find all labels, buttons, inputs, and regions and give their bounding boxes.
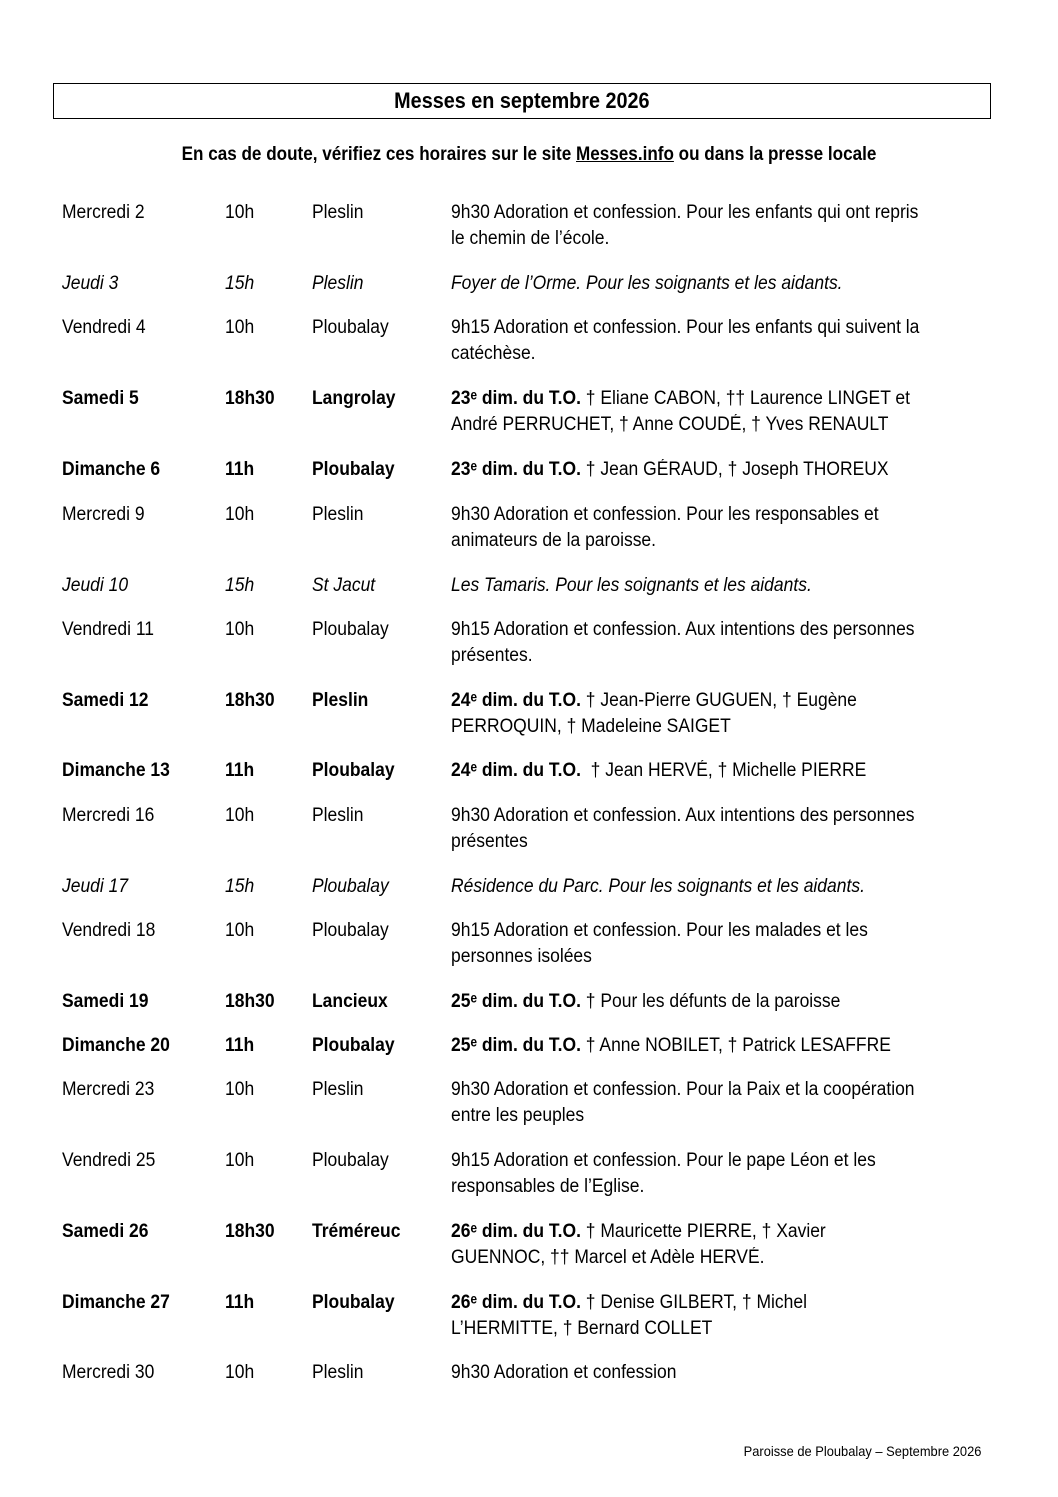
row-day: Dimanche 20	[62, 1035, 170, 1056]
description-text: le chemin de l’école.	[451, 228, 610, 249]
row-description	[451, 874, 971, 900]
row-place: Ploubalay	[312, 876, 389, 897]
description-line	[451, 989, 929, 1015]
row-place: St Jacut	[312, 575, 376, 596]
description-line	[451, 412, 929, 438]
description-line	[451, 1033, 929, 1059]
row-time: 15h	[225, 876, 255, 897]
row-day: Dimanche 13	[62, 760, 170, 781]
row-day-cell	[62, 200, 152, 226]
liturgical-day: 26ᵉ dim. du T.O.	[451, 1221, 581, 1242]
row-place-cell	[312, 874, 395, 900]
row-place-cell	[312, 386, 403, 412]
row-time-cell	[225, 989, 279, 1015]
description-line	[451, 714, 929, 740]
row-description	[451, 271, 971, 297]
description-line	[451, 874, 929, 900]
row-time-cell	[225, 315, 257, 341]
row-description	[451, 502, 971, 554]
row-time-cell	[225, 200, 257, 226]
description-text: Résidence du Parc. Pour les soignants et les aidants.	[451, 876, 865, 897]
row-place-cell	[312, 573, 381, 599]
row-place-cell	[312, 1077, 368, 1103]
row-description	[451, 386, 971, 438]
row-place: Ploubalay	[312, 1150, 389, 1171]
row-description	[451, 1077, 971, 1129]
row-time: 10h	[225, 805, 255, 826]
row-time: 18h30	[225, 1221, 275, 1242]
description-line	[451, 1148, 929, 1174]
title-box	[53, 83, 991, 119]
row-time-cell	[225, 1148, 257, 1174]
row-place: Pleslin	[312, 805, 364, 826]
row-time-cell	[225, 1290, 257, 1316]
description-text: André PERRUCHET, † Anne COUDÉ, † Yves RENAULT	[451, 414, 889, 435]
description-text: 9h15 Adoration et confession. Pour les enfants qui suivent la	[451, 317, 920, 338]
row-day: Samedi 5	[62, 388, 139, 409]
description-text: PERROQUIN, † Madeleine SAIGET	[451, 716, 731, 737]
row-time-cell	[225, 1219, 279, 1245]
row-description	[451, 758, 971, 784]
subtitle-after: ou dans la presse locale	[673, 144, 877, 165]
description-line	[451, 918, 929, 944]
row-place: Lancieux	[312, 991, 388, 1012]
liturgical-day: 24ᵉ dim. du T.O.	[451, 760, 581, 781]
row-time: 18h30	[225, 991, 275, 1012]
row-description	[451, 315, 971, 367]
row-day: Mercredi 16	[62, 805, 155, 826]
row-time: 11h	[225, 760, 255, 781]
description-text: présentes.	[451, 645, 533, 666]
row-day-cell	[62, 1148, 163, 1174]
row-day-cell	[62, 457, 169, 483]
description-text: † Mauricette PIERRE, † Xavier	[580, 1221, 826, 1242]
row-day: Dimanche 6	[62, 459, 161, 480]
liturgical-day: 25ᵉ dim. du T.O.	[451, 1035, 581, 1056]
row-place-cell	[312, 200, 368, 226]
description-text: 9h30 Adoration et confession. Pour les responsables et	[451, 504, 879, 525]
row-day-cell	[62, 502, 152, 528]
row-place: Ploubalay	[312, 760, 395, 781]
row-place: Pleslin	[312, 273, 364, 294]
row-time-cell	[225, 386, 279, 412]
row-time-cell	[225, 688, 279, 714]
row-day-cell	[62, 758, 179, 784]
description-line	[451, 315, 929, 341]
row-place-cell	[312, 1360, 368, 1386]
row-description	[451, 1148, 971, 1200]
description-line	[451, 829, 929, 855]
description-line	[451, 457, 929, 483]
description-text: 9h30 Adoration et confession. Pour les enfants qui ont repris	[451, 202, 919, 223]
row-place-cell	[312, 989, 394, 1015]
row-place: Pleslin	[312, 1362, 364, 1383]
description-text: responsables de l’Eglise.	[451, 1176, 645, 1197]
row-place-cell	[312, 803, 368, 829]
row-time-cell	[225, 1360, 257, 1386]
row-description	[451, 1033, 971, 1059]
row-time: 10h	[225, 920, 255, 941]
description-line	[451, 1360, 929, 1386]
row-time: 18h30	[225, 388, 275, 409]
row-description	[451, 803, 971, 855]
row-place-cell	[312, 457, 402, 483]
description-text: GUENNOC, †† Marcel et Adèle HERVÉ.	[451, 1247, 765, 1268]
liturgical-day: 26ᵉ dim. du T.O.	[451, 1292, 581, 1313]
row-day-cell	[62, 803, 162, 829]
description-line	[451, 573, 929, 599]
description-text: catéchèse.	[451, 343, 536, 364]
row-day: Mercredi 23	[62, 1079, 155, 1100]
liturgical-day: 23ᵉ dim. du T.O.	[451, 459, 581, 480]
row-time: 10h	[225, 202, 255, 223]
description-line	[451, 944, 929, 970]
description-text: animateurs de la paroisse.	[451, 530, 657, 551]
row-place: Ploubalay	[312, 1292, 395, 1313]
row-time: 11h	[225, 1292, 255, 1313]
row-day-cell	[62, 1360, 162, 1386]
description-text: 9h15 Adoration et confession. Pour les malades et les	[451, 920, 868, 941]
row-day: Samedi 12	[62, 690, 149, 711]
row-time: 10h	[225, 504, 255, 525]
row-place: Ploubalay	[312, 1035, 395, 1056]
row-place: Ploubalay	[312, 459, 395, 480]
row-place-cell	[312, 758, 402, 784]
description-text: entre les peuples	[451, 1105, 585, 1126]
description-text: † Jean GÉRAUD, † Joseph THOREUX	[580, 459, 889, 480]
row-day: Dimanche 27	[62, 1292, 170, 1313]
row-time-cell	[225, 457, 257, 483]
description-line	[451, 758, 929, 784]
row-description	[451, 617, 971, 669]
row-time: 15h	[225, 273, 255, 294]
row-place: Pleslin	[312, 1079, 364, 1100]
row-place-cell	[312, 1033, 402, 1059]
description-line	[451, 1103, 929, 1129]
description-line	[451, 1316, 929, 1342]
row-place-cell	[312, 315, 395, 341]
description-text: † Jean-Pierre GUGUEN, † Eugène	[580, 690, 857, 711]
subtitle-before: En cas de doute, vérifiez ces horaires sur le site	[181, 144, 577, 165]
row-place: Pleslin	[312, 690, 369, 711]
row-place: Langrolay	[312, 388, 396, 409]
row-place: Pleslin	[312, 504, 364, 525]
row-place: Ploubalay	[312, 317, 389, 338]
description-line	[451, 643, 929, 669]
subtitle	[0, 144, 1058, 166]
row-day: Mercredi 2	[62, 202, 145, 223]
row-time: 10h	[225, 1079, 255, 1100]
row-day-cell	[62, 271, 123, 297]
row-place-cell	[312, 271, 368, 297]
description-line	[451, 271, 929, 297]
description-line	[451, 1290, 929, 1316]
row-time-cell	[225, 803, 257, 829]
row-place: Ploubalay	[312, 920, 389, 941]
description-line	[451, 1219, 929, 1245]
row-day: Mercredi 30	[62, 1362, 155, 1383]
description-line	[451, 226, 929, 252]
description-line	[451, 386, 929, 412]
description-line	[451, 617, 929, 643]
row-day-cell	[62, 1077, 162, 1103]
description-line	[451, 200, 929, 226]
description-line	[451, 803, 929, 829]
row-day-cell	[62, 1033, 179, 1059]
row-place: Pleslin	[312, 202, 364, 223]
row-time: 11h	[225, 1035, 255, 1056]
row-day-cell	[62, 874, 134, 900]
row-time-cell	[225, 1033, 257, 1059]
row-day-cell	[62, 688, 156, 714]
description-text: 9h15 Adoration et confession. Aux intentions des personnes	[451, 619, 915, 640]
page-footer	[723, 1443, 981, 1459]
row-day: Jeudi 17	[62, 876, 129, 897]
row-day-cell	[62, 1290, 179, 1316]
row-time-cell	[225, 502, 257, 528]
description-text: 9h30 Adoration et confession	[451, 1362, 677, 1383]
row-time: 10h	[225, 1150, 255, 1171]
row-time: 15h	[225, 575, 255, 596]
messes-info-link[interactable]: Messes.info	[576, 144, 674, 165]
row-day: Samedi 19	[62, 991, 149, 1012]
row-description	[451, 989, 971, 1015]
row-day-cell	[62, 617, 162, 643]
row-day: Mercredi 9	[62, 504, 145, 525]
row-time-cell	[225, 1077, 257, 1103]
row-place-cell	[312, 1148, 395, 1174]
row-time-cell	[225, 271, 257, 297]
row-place: Tréméreuc	[312, 1221, 401, 1242]
description-line	[451, 528, 929, 554]
row-time: 10h	[225, 1362, 255, 1383]
row-day-cell	[62, 1219, 156, 1245]
description-line	[451, 341, 929, 367]
description-line	[451, 1077, 929, 1103]
row-place-cell	[312, 688, 373, 714]
description-text: L’HERMITTE, † Bernard COLLET	[451, 1318, 713, 1339]
row-description	[451, 457, 971, 483]
row-time-cell	[225, 758, 257, 784]
subtitle-line	[182, 144, 877, 166]
description-text: † Denise GILBERT, † Michel	[580, 1292, 807, 1313]
liturgical-day: 24ᵉ dim. du T.O.	[451, 690, 581, 711]
row-place-cell	[312, 1219, 408, 1245]
description-text: 9h15 Adoration et confession. Pour le pape Léon et les	[451, 1150, 876, 1171]
row-day-cell	[62, 989, 156, 1015]
description-text: personnes isolées	[451, 946, 592, 967]
liturgical-day: 23ᵉ dim. du T.O.	[451, 388, 581, 409]
row-day-cell	[62, 386, 145, 412]
row-day: Samedi 26	[62, 1221, 149, 1242]
row-description	[451, 573, 971, 599]
row-time: 10h	[225, 317, 255, 338]
row-day: Vendredi 18	[62, 920, 156, 941]
description-text: † Anne NOBILET, † Patrick LESAFFRE	[580, 1035, 891, 1056]
row-description	[451, 200, 971, 252]
row-time-cell	[225, 874, 257, 900]
description-line	[451, 502, 929, 528]
description-text: † Jean HERVÉ, † Michelle PIERRE	[580, 760, 867, 781]
description-line	[451, 1174, 929, 1200]
row-time-cell	[225, 617, 257, 643]
description-text: † Pour les défunts de la paroisse	[580, 991, 841, 1012]
description-line	[451, 1245, 929, 1271]
row-day: Vendredi 11	[62, 619, 155, 640]
row-place-cell	[312, 1290, 402, 1316]
row-time-cell	[225, 573, 257, 599]
row-description	[451, 1219, 971, 1271]
row-day-cell	[62, 573, 134, 599]
row-day-cell	[62, 918, 163, 944]
row-day-cell	[62, 315, 153, 341]
description-line	[451, 688, 929, 714]
row-description	[451, 688, 971, 740]
row-time: 10h	[225, 619, 255, 640]
row-day: Vendredi 4	[62, 317, 146, 338]
description-text: Les Tamaris. Pour les soignants et les aidants.	[451, 575, 812, 596]
row-description	[451, 1290, 971, 1342]
description-text: † Eliane CABON, †† Laurence LINGET et	[580, 388, 910, 409]
description-text: présentes	[451, 831, 528, 852]
row-place-cell	[312, 502, 368, 528]
row-place-cell	[312, 617, 395, 643]
row-time: 11h	[225, 459, 255, 480]
row-day: Jeudi 10	[62, 575, 129, 596]
row-day: Jeudi 3	[62, 273, 119, 294]
description-text: 9h30 Adoration et confession. Pour la Paix et la coopération	[451, 1079, 915, 1100]
row-place: Ploubalay	[312, 619, 389, 640]
row-day: Vendredi 25	[62, 1150, 156, 1171]
liturgical-day: 25ᵉ dim. du T.O.	[451, 991, 581, 1012]
row-time: 18h30	[225, 690, 275, 711]
row-place-cell	[312, 918, 395, 944]
description-text: 9h30 Adoration et confession. Aux intentions des personnes	[451, 805, 915, 826]
row-description	[451, 918, 971, 970]
page-title: Messes en septembre 2026	[394, 88, 650, 113]
row-time-cell	[225, 918, 257, 944]
footer-text: Paroisse de Ploubalay – Septembre 2026	[743, 1443, 981, 1459]
row-description	[451, 1360, 971, 1386]
description-text: Foyer de l’Orme. Pour les soignants et les aidants.	[451, 273, 843, 294]
